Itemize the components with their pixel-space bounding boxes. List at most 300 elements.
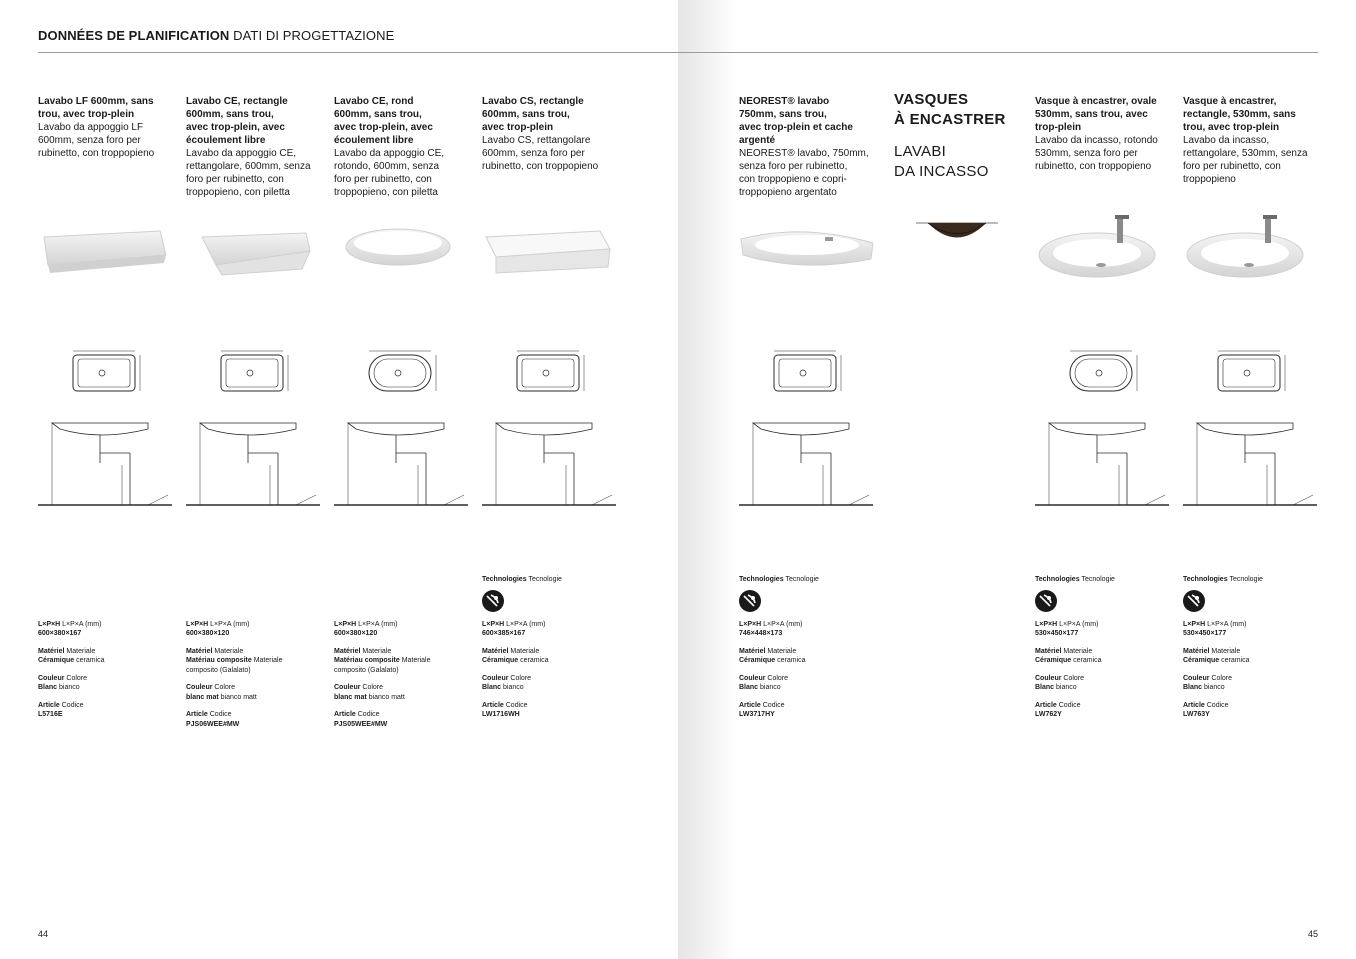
spec-label-fr: Couleur xyxy=(334,684,361,691)
spec-block xyxy=(38,701,178,720)
technical-drawing xyxy=(186,345,326,515)
spec-label-fr: Article xyxy=(334,711,356,718)
product-title xyxy=(1183,95,1323,186)
spec-value xyxy=(186,656,326,666)
spec-value-part: Céramique xyxy=(482,657,519,664)
spec-value xyxy=(38,710,178,720)
spec-label xyxy=(186,710,326,720)
spec-value-part: LW762Y xyxy=(1035,711,1062,718)
product-title-fr xyxy=(739,95,879,147)
basin-photo xyxy=(186,215,326,285)
basin-photo xyxy=(38,215,178,285)
spec-label-fr: Couleur xyxy=(38,674,65,682)
spec-block xyxy=(38,620,178,639)
spec-value xyxy=(1035,629,1175,639)
title-it-line: troppopieno, con piletta xyxy=(334,187,438,198)
spec-value xyxy=(186,720,326,730)
spec-value-part: ceramica xyxy=(520,657,549,664)
spec-block xyxy=(334,647,474,676)
title-fr-line: argenté xyxy=(739,135,776,146)
title-fr-line: écoulement libre xyxy=(334,135,414,146)
spec-value-part: Céramique xyxy=(1035,657,1072,664)
spec-value xyxy=(1183,629,1323,639)
title-it-line: 530mm, senza foro per xyxy=(1035,148,1138,159)
spec-label-fr: L×P×H xyxy=(1035,620,1058,628)
spec-label xyxy=(482,674,622,684)
product-title-it xyxy=(186,147,326,199)
spec-block xyxy=(186,710,326,729)
spec-label xyxy=(1183,620,1323,630)
spec-label xyxy=(334,647,474,657)
spec-block xyxy=(334,683,474,702)
spec-value xyxy=(186,629,326,639)
label-it: Tecnologie xyxy=(528,576,562,583)
spec-label xyxy=(38,674,178,684)
spec-label-fr: Couleur xyxy=(186,684,213,691)
product-title-it xyxy=(1035,134,1175,173)
product-title xyxy=(334,95,474,199)
spec-label-fr: Matériel xyxy=(334,647,361,655)
spec-label-it: Codice xyxy=(1058,701,1081,709)
spec-block xyxy=(186,647,326,676)
technologies-label xyxy=(1183,575,1323,585)
page-number-right: 45 xyxy=(1308,929,1319,939)
spec-label xyxy=(186,647,326,657)
spec-label-fr: L×P×H xyxy=(1183,620,1206,628)
spec-value-part: LW1716WH xyxy=(482,711,520,718)
spec-label-fr: Matériel xyxy=(739,647,766,655)
spec-label-it: L×P×A (mm) xyxy=(1207,620,1247,628)
title-it-line: foro per rubinetto, con xyxy=(186,174,284,185)
spec-block xyxy=(334,710,474,729)
technical-drawing xyxy=(482,345,622,515)
spec-label-fr: Couleur xyxy=(1035,674,1062,682)
spec-label-it: Codice xyxy=(357,711,380,718)
product-specs xyxy=(186,575,326,729)
spec-value xyxy=(1035,710,1175,720)
spec-label xyxy=(1035,647,1175,657)
product-specs xyxy=(482,575,622,720)
spec-value-part: ceramica xyxy=(777,657,806,664)
title-fr-line: Vasque à encastrer, ovale xyxy=(1035,96,1157,107)
spec-value-part: Materiale xyxy=(253,657,283,664)
header-title-fr: DONNÉES DE PLANIFICATION xyxy=(38,28,230,43)
product-title-fr xyxy=(38,95,178,121)
basin-photo xyxy=(1035,215,1175,285)
spec-value-part: ceramica xyxy=(1073,657,1102,664)
product-title-fr xyxy=(186,95,326,147)
spec-block xyxy=(739,620,879,639)
technologies-label xyxy=(482,575,622,585)
spec-label xyxy=(482,647,622,657)
spec-value-part: Céramique xyxy=(1183,657,1220,664)
title-fr-line: trou, avec trop-plein xyxy=(1183,122,1280,133)
spec-block xyxy=(482,674,622,693)
section-fr-line: À ENCASTRER xyxy=(894,111,1006,128)
spec-value-part: ceramica xyxy=(76,657,105,664)
spec-label xyxy=(739,701,879,711)
spec-label xyxy=(482,701,622,711)
spec-label-fr: Couleur xyxy=(1183,674,1210,682)
technical-drawing xyxy=(1035,345,1175,515)
page-header xyxy=(38,28,394,43)
title-fr-line: rectangle, 530mm, sans xyxy=(1183,109,1296,120)
spec-value xyxy=(739,629,879,639)
spec-block xyxy=(1035,674,1175,693)
spec-value-part: Céramique xyxy=(38,657,75,664)
spec-label-fr: L×P×H xyxy=(482,620,505,628)
spec-value-part: PJS05WEE#MW xyxy=(334,720,388,728)
spec-value xyxy=(1183,710,1323,720)
spec-label xyxy=(186,620,326,630)
spec-value xyxy=(739,683,879,693)
spec-label-it: Codice xyxy=(209,711,232,718)
technical-drawing xyxy=(38,345,178,515)
spec-value xyxy=(334,629,474,639)
spec-label-it: Colore xyxy=(767,674,789,682)
section-it-line: LAVABI xyxy=(894,143,947,160)
spec-label xyxy=(38,620,178,630)
spec-value-part: Matériau composite xyxy=(186,657,252,664)
title-fr-line: 600mm, sans trou, xyxy=(186,109,274,120)
section-it-line: DA INCASSO xyxy=(894,163,989,180)
product-specs xyxy=(1183,575,1323,720)
label-it: Tecnologie xyxy=(785,576,819,583)
spec-label xyxy=(38,701,178,711)
spec-label xyxy=(1035,620,1175,630)
spec-block xyxy=(739,647,879,666)
spec-block xyxy=(482,647,622,666)
spec-value-part: 600×380×120 xyxy=(334,630,378,637)
spec-label-fr: Matériel xyxy=(186,647,213,655)
spec-value-part: bianco xyxy=(503,684,524,691)
label-fr: Technologies xyxy=(482,576,527,583)
spec-label-it: L×P×A (mm) xyxy=(358,620,398,628)
spec-value-part: 600×380×120 xyxy=(186,630,230,637)
product-title-it xyxy=(1183,134,1323,186)
spec-label-it: Colore xyxy=(1211,674,1233,682)
spec-label-it: Materiale xyxy=(66,647,96,655)
spec-value xyxy=(482,710,622,720)
title-fr-line: écoulement libre xyxy=(186,135,266,146)
title-fr-line: avec trop-plein xyxy=(482,122,554,133)
spec-value-part: Blanc xyxy=(739,684,759,691)
spec-value-part: Blanc xyxy=(482,684,502,691)
spec-value xyxy=(334,720,474,730)
label-fr: Technologies xyxy=(739,576,784,583)
spec-block xyxy=(1035,701,1175,720)
basin-photo xyxy=(1183,215,1323,285)
spec-block xyxy=(1183,620,1323,639)
spec-value xyxy=(1035,683,1175,693)
spec-value-part: composito (Galalato) xyxy=(334,666,399,674)
title-it-line: Lavabo da appoggio CE, xyxy=(334,148,445,159)
spec-value-part: composito (Galalato) xyxy=(186,666,251,674)
spec-label xyxy=(1183,701,1323,711)
product-title-fr xyxy=(334,95,474,147)
spec-block xyxy=(482,701,622,720)
title-it-line: senza foro per rubinetto, xyxy=(739,161,848,172)
title-it-line: 600mm, senza foro per xyxy=(482,148,585,159)
spec-label-it: Materiale xyxy=(362,647,392,655)
spec-value-part: bianco xyxy=(59,684,80,691)
spec-value-part: Blanc xyxy=(38,684,58,691)
spec-value xyxy=(739,710,879,720)
spec-block xyxy=(186,683,326,702)
product-title-it xyxy=(38,121,178,160)
label-it: Tecnologie xyxy=(1081,576,1115,583)
section-fr-line: VASQUES xyxy=(894,91,969,108)
spec-block xyxy=(1183,674,1323,693)
spec-value-part: LW3717HY xyxy=(739,711,775,718)
title-fr-line: avec trop-plein, avec xyxy=(186,122,285,133)
product-title-it xyxy=(482,134,622,173)
product-title xyxy=(482,95,622,173)
title-it-line: rubinetto, con troppopieno xyxy=(1035,161,1152,172)
product-title-it xyxy=(334,147,474,199)
gutter-shadow xyxy=(678,0,738,959)
spec-label-fr: Matériel xyxy=(1183,647,1210,655)
spec-value xyxy=(482,629,622,639)
spec-label-it: Colore xyxy=(1063,674,1085,682)
spec-label xyxy=(739,620,879,630)
spec-label xyxy=(482,620,622,630)
cefiontect-icon xyxy=(1035,590,1057,612)
spec-label-it: L×P×A (mm) xyxy=(1059,620,1099,628)
section-title xyxy=(894,90,1024,182)
title-fr-line: 600mm, sans trou, xyxy=(334,109,422,120)
spec-label xyxy=(38,647,178,657)
spec-label-fr: Matériel xyxy=(1035,647,1062,655)
spec-block xyxy=(739,701,879,720)
title-fr-line: avec trop-plein, avec xyxy=(334,122,433,133)
inset-basin-section-icon xyxy=(916,218,998,244)
spec-label-it: Colore xyxy=(214,684,236,691)
spec-block xyxy=(186,620,326,639)
title-it-line: 600mm, senza foro per xyxy=(38,135,141,146)
technical-drawing xyxy=(334,345,474,515)
spec-value-part: 530×450×177 xyxy=(1035,630,1079,637)
title-fr-line: 750mm, sans trou, xyxy=(739,109,827,120)
title-it-line: Lavabo CS, rettangolare xyxy=(482,135,591,146)
spec-value-part: 600×380×167 xyxy=(38,630,82,637)
spec-value xyxy=(38,629,178,639)
cefiontect-icon xyxy=(1183,590,1205,612)
spec-value-part: LW763Y xyxy=(1183,711,1210,718)
technologies-label xyxy=(1035,575,1175,585)
spec-block xyxy=(38,674,178,693)
spec-label-fr: Article xyxy=(186,711,208,718)
spec-label-it: Materiale xyxy=(510,647,540,655)
title-fr-line: Lavabo CE, rond xyxy=(334,96,414,107)
spec-label-it: Codice xyxy=(762,701,785,709)
title-fr-line: Lavabo LF 600mm, sans xyxy=(38,96,154,107)
spec-label xyxy=(1035,674,1175,684)
product-title xyxy=(1035,95,1175,173)
spec-label-it: Codice xyxy=(505,701,528,709)
spec-block xyxy=(334,620,474,639)
spec-value xyxy=(739,656,879,666)
spec-value xyxy=(38,683,178,693)
spec-value-part: bianco xyxy=(1056,684,1077,691)
cefiontect-icon xyxy=(482,590,504,612)
spec-label-fr: Article xyxy=(482,701,504,709)
spec-value-part: blanc mat xyxy=(334,693,367,701)
title-it-line: rettangolare, 600mm, senza xyxy=(186,161,311,172)
spec-block xyxy=(739,674,879,693)
spec-value xyxy=(186,693,326,703)
product-specs xyxy=(334,575,474,729)
spec-label-fr: Article xyxy=(38,701,60,709)
spec-label xyxy=(1183,674,1323,684)
product-title xyxy=(38,95,178,160)
spec-label xyxy=(186,683,326,693)
product-specs xyxy=(739,575,879,720)
title-it-line: troppopieno, con piletta xyxy=(186,187,290,198)
spec-label-fr: Article xyxy=(1035,701,1057,709)
spec-label-fr: L×P×H xyxy=(186,620,209,628)
spec-label-it: Materiale xyxy=(1211,647,1241,655)
title-fr-line: Vasque à encastrer, xyxy=(1183,96,1277,107)
spec-label-fr: Article xyxy=(739,701,761,709)
spec-label-it: Materiale xyxy=(214,647,244,655)
spec-value-part: L5716E xyxy=(38,711,63,718)
spec-value-part: bianco matt xyxy=(220,693,257,701)
title-it-line: foro per rubinetto, con xyxy=(334,174,432,185)
title-it-line: rubinetto, con troppopieno xyxy=(38,148,155,159)
label-fr: Technologies xyxy=(1035,576,1080,583)
spec-block xyxy=(482,620,622,639)
spec-block xyxy=(1035,647,1175,666)
spec-label xyxy=(739,647,879,657)
spec-label xyxy=(334,620,474,630)
title-it-line: rotondo, 600mm, senza xyxy=(334,161,440,172)
spec-value-part: Céramique xyxy=(739,657,776,664)
spec-label xyxy=(334,683,474,693)
basin-photo xyxy=(739,215,879,285)
spec-block xyxy=(1183,701,1323,720)
spec-value xyxy=(1035,656,1175,666)
title-fr-line: avec trop-plein et cache xyxy=(739,122,853,133)
page-number-left: 44 xyxy=(38,929,49,939)
spec-block xyxy=(1183,647,1323,666)
title-it-line: con troppopieno e copri- xyxy=(739,174,847,185)
spec-value xyxy=(334,666,474,676)
spec-value-part: bianco xyxy=(1204,684,1225,691)
spec-label xyxy=(739,674,879,684)
product-title-fr xyxy=(482,95,622,134)
spec-value-part: 600×385×167 xyxy=(482,630,526,637)
title-it-line: NEOREST® lavabo, 750mm, xyxy=(739,148,869,159)
spec-label-it: Materiale xyxy=(1063,647,1093,655)
product-specs xyxy=(1035,575,1175,720)
spec-value xyxy=(1183,656,1323,666)
spec-value-part: bianco matt xyxy=(368,693,405,701)
spec-value-part: 746×448×173 xyxy=(739,630,783,637)
spec-value-part: ceramica xyxy=(1221,657,1250,664)
spec-label-it: L×P×A (mm) xyxy=(62,620,102,628)
spec-label-fr: L×P×H xyxy=(739,620,762,628)
title-it-line: troppopieno xyxy=(1183,174,1236,185)
product-title-fr xyxy=(1183,95,1323,134)
spec-label-fr: L×P×H xyxy=(38,620,61,628)
spec-block xyxy=(1035,620,1175,639)
technical-drawing xyxy=(1183,345,1323,515)
spec-value xyxy=(482,656,622,666)
section-title-fr xyxy=(894,90,1024,130)
spec-value xyxy=(186,666,326,676)
title-fr-line: 530mm, sans trou, avec xyxy=(1035,109,1148,120)
basin-photo xyxy=(482,215,622,285)
title-it-line: rettangolare, 530mm, senza xyxy=(1183,148,1308,159)
spec-value-part: Matériau composite xyxy=(334,657,400,664)
cefiontect-icon xyxy=(739,590,761,612)
title-it-line: Lavabo da appoggio LF xyxy=(38,122,144,133)
product-title-it xyxy=(739,147,879,199)
spec-label xyxy=(334,710,474,720)
spec-value-part: Materiale xyxy=(401,657,431,664)
spec-value-part: PJS06WEE#MW xyxy=(186,720,240,728)
title-it-line: Lavabo da appoggio CE, xyxy=(186,148,297,159)
spec-value xyxy=(1183,683,1323,693)
product-title xyxy=(739,95,879,199)
spec-label-fr: Couleur xyxy=(739,674,766,682)
technologies-label xyxy=(739,575,879,585)
header-title-it: DATI DI PROGETTAZIONE xyxy=(233,28,395,43)
header-rule xyxy=(38,52,1318,53)
spec-label-it: L×P×A (mm) xyxy=(763,620,803,628)
title-it-line: Lavabo da incasso, rotondo xyxy=(1035,135,1158,146)
title-it-line: foro per rubinetto, con xyxy=(1183,161,1281,172)
spec-label-it: Codice xyxy=(61,701,84,709)
spec-label-it: Colore xyxy=(66,674,88,682)
title-fr-line: trop-plein xyxy=(1035,122,1082,133)
spec-label-it: Codice xyxy=(1206,701,1229,709)
spec-value xyxy=(482,683,622,693)
basin-photo xyxy=(334,215,474,285)
technical-drawing xyxy=(739,345,879,515)
title-fr-line: Lavabo CE, rectangle xyxy=(186,96,288,107)
spec-label-fr: Matériel xyxy=(482,647,509,655)
title-it-line: Lavabo da incasso, xyxy=(1183,135,1270,146)
spec-value xyxy=(38,656,178,666)
spec-label xyxy=(1183,647,1323,657)
spec-label-it: L×P×A (mm) xyxy=(210,620,250,628)
title-fr-line: Lavabo CS, rectangle xyxy=(482,96,584,107)
label-fr: Technologies xyxy=(1183,576,1228,583)
spec-value-part: 530×450×177 xyxy=(1183,630,1227,637)
spec-value xyxy=(334,656,474,666)
spec-label-fr: Couleur xyxy=(482,674,509,682)
title-it-line: troppopieno argentato xyxy=(739,187,837,198)
spec-block xyxy=(38,647,178,666)
spec-label-fr: Matériel xyxy=(38,647,65,655)
spec-value xyxy=(334,693,474,703)
spec-label-it: Materiale xyxy=(767,647,797,655)
spec-value-part: blanc mat xyxy=(186,693,219,701)
spec-value-part: Blanc xyxy=(1035,684,1055,691)
spec-label-it: L×P×A (mm) xyxy=(506,620,546,628)
spec-value-part: Blanc xyxy=(1183,684,1203,691)
title-fr-line: 600mm, sans trou, xyxy=(482,109,570,120)
product-title-fr xyxy=(1035,95,1175,134)
section-title-it xyxy=(894,142,1024,182)
spec-value-part: bianco xyxy=(760,684,781,691)
product-title xyxy=(186,95,326,199)
spec-label-fr: L×P×H xyxy=(334,620,357,628)
label-it: Tecnologie xyxy=(1229,576,1263,583)
spec-label-fr: Article xyxy=(1183,701,1205,709)
